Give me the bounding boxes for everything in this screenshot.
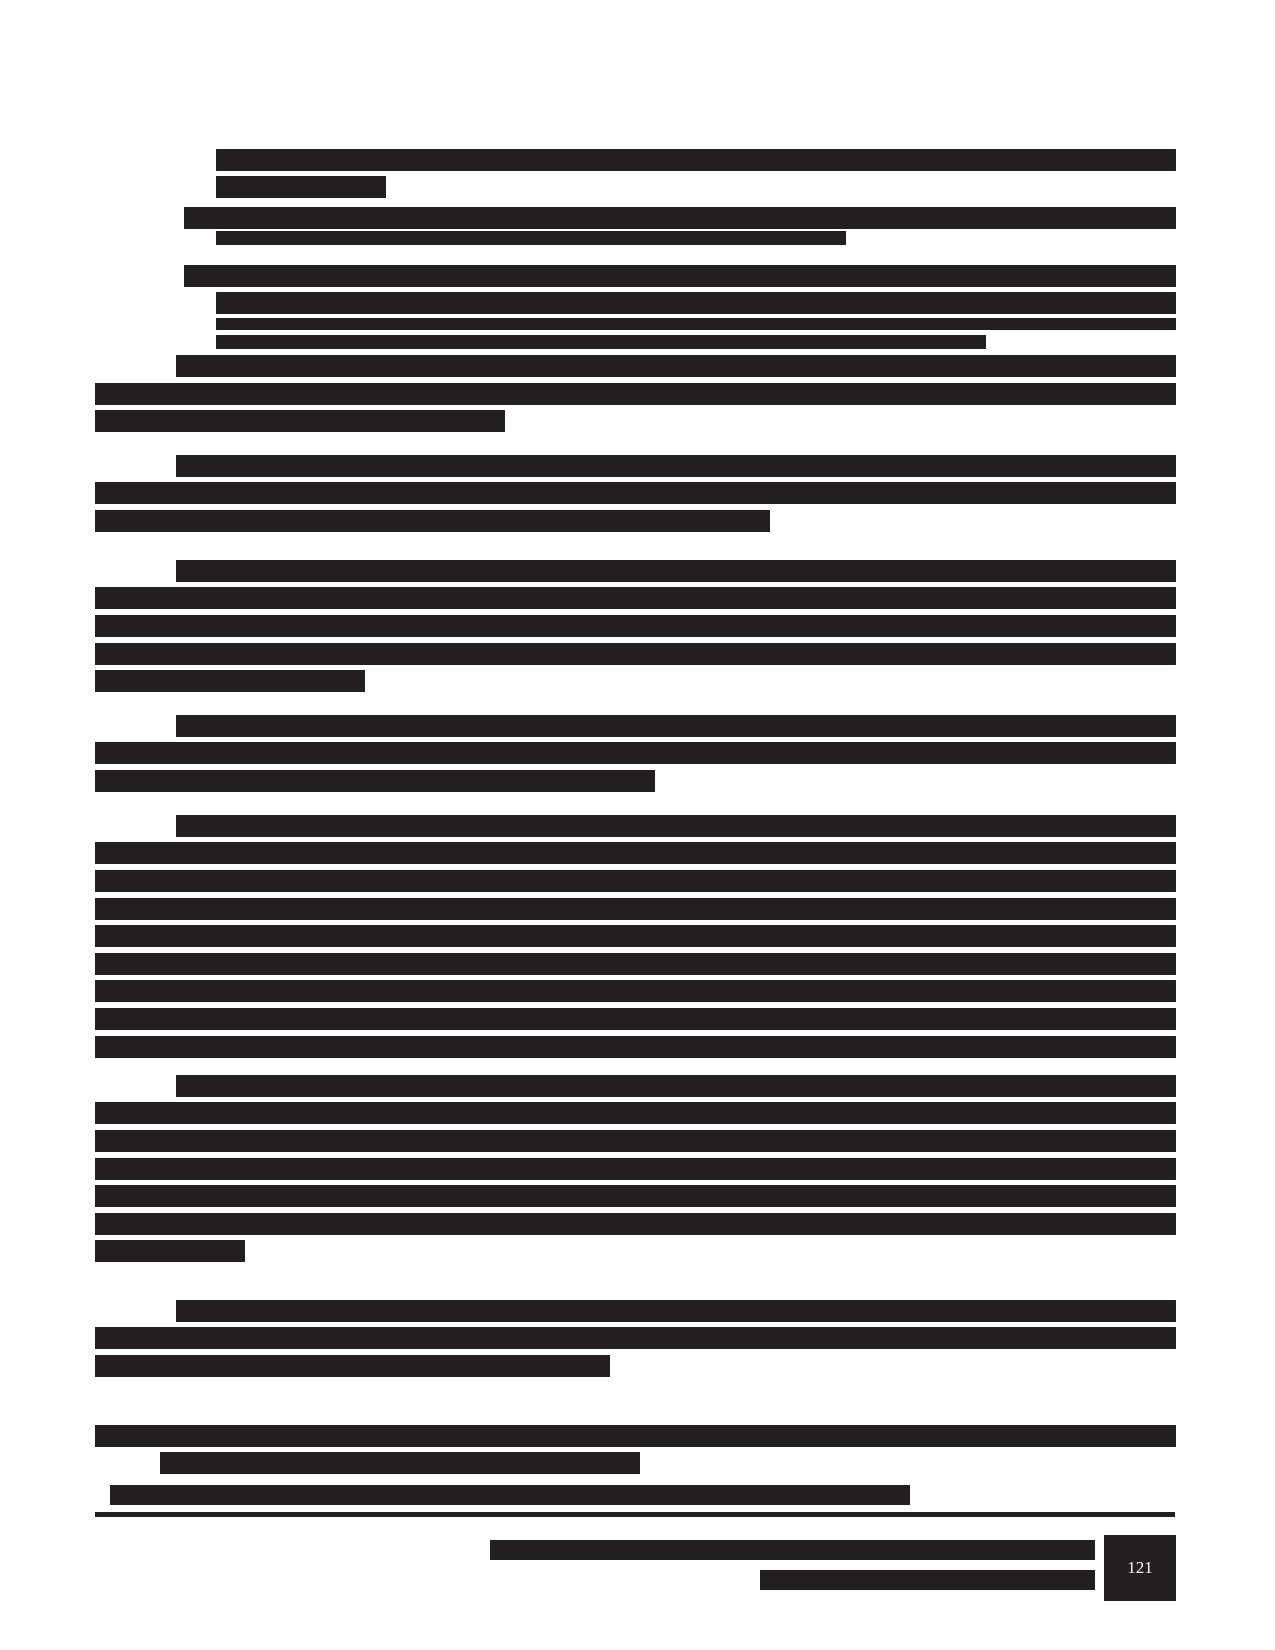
redacted-text-line	[95, 510, 770, 532]
redacted-footer-line	[490, 1540, 1095, 1560]
redacted-text-line	[95, 953, 1176, 975]
redacted-text-line	[176, 1300, 1176, 1322]
redacted-text-line	[216, 335, 986, 349]
redacted-text-line	[95, 980, 1176, 1002]
redacted-text-line	[216, 176, 386, 198]
redacted-text-line	[95, 898, 1176, 920]
redacted-text-line	[95, 1158, 1176, 1180]
redacted-text-line	[95, 870, 1176, 892]
redacted-text-line	[216, 231, 846, 245]
redacted-text-line	[176, 715, 1176, 737]
redacted-footer-line	[760, 1570, 1095, 1590]
redacted-text-line	[216, 292, 1176, 314]
redacted-text-line	[95, 587, 1176, 609]
redacted-text-line	[95, 1008, 1176, 1030]
page-number: 121	[1104, 1535, 1176, 1601]
redacted-text-line	[95, 1213, 1176, 1235]
redacted-text-line	[184, 265, 1176, 287]
redacted-text-line	[95, 770, 655, 792]
redacted-text-line	[184, 207, 1176, 229]
redacted-text-line	[176, 815, 1176, 837]
redacted-text-line	[176, 355, 1176, 377]
redacted-text-line	[95, 925, 1176, 947]
redacted-text-line	[95, 1327, 1176, 1349]
redacted-text-line	[176, 455, 1176, 477]
redacted-text-line	[95, 1036, 1176, 1058]
redacted-text-line	[95, 1185, 1176, 1207]
redacted-footnote-line	[95, 1425, 1176, 1447]
redacted-text-line	[95, 410, 505, 432]
redacted-text-line	[216, 318, 1176, 330]
redacted-footnote-line	[160, 1452, 640, 1474]
redacted-text-line	[216, 149, 1176, 171]
redacted-text-line	[95, 482, 1176, 504]
redacted-text-line	[95, 1240, 245, 1262]
redacted-text-line	[95, 742, 1176, 764]
redacted-text-line	[95, 842, 1176, 864]
redacted-text-line	[176, 1075, 1176, 1097]
redacted-text-line	[95, 615, 1176, 637]
redacted-text-line	[95, 1355, 610, 1377]
redacted-footnote-line	[110, 1485, 910, 1505]
redacted-text-line	[95, 670, 365, 692]
redacted-text-line	[95, 383, 1176, 405]
redacted-text-line	[95, 643, 1176, 665]
footer-rule	[95, 1512, 1175, 1517]
redacted-text-line	[176, 560, 1176, 582]
redacted-text-line	[95, 1102, 1176, 1124]
redacted-text-line	[95, 1130, 1176, 1152]
